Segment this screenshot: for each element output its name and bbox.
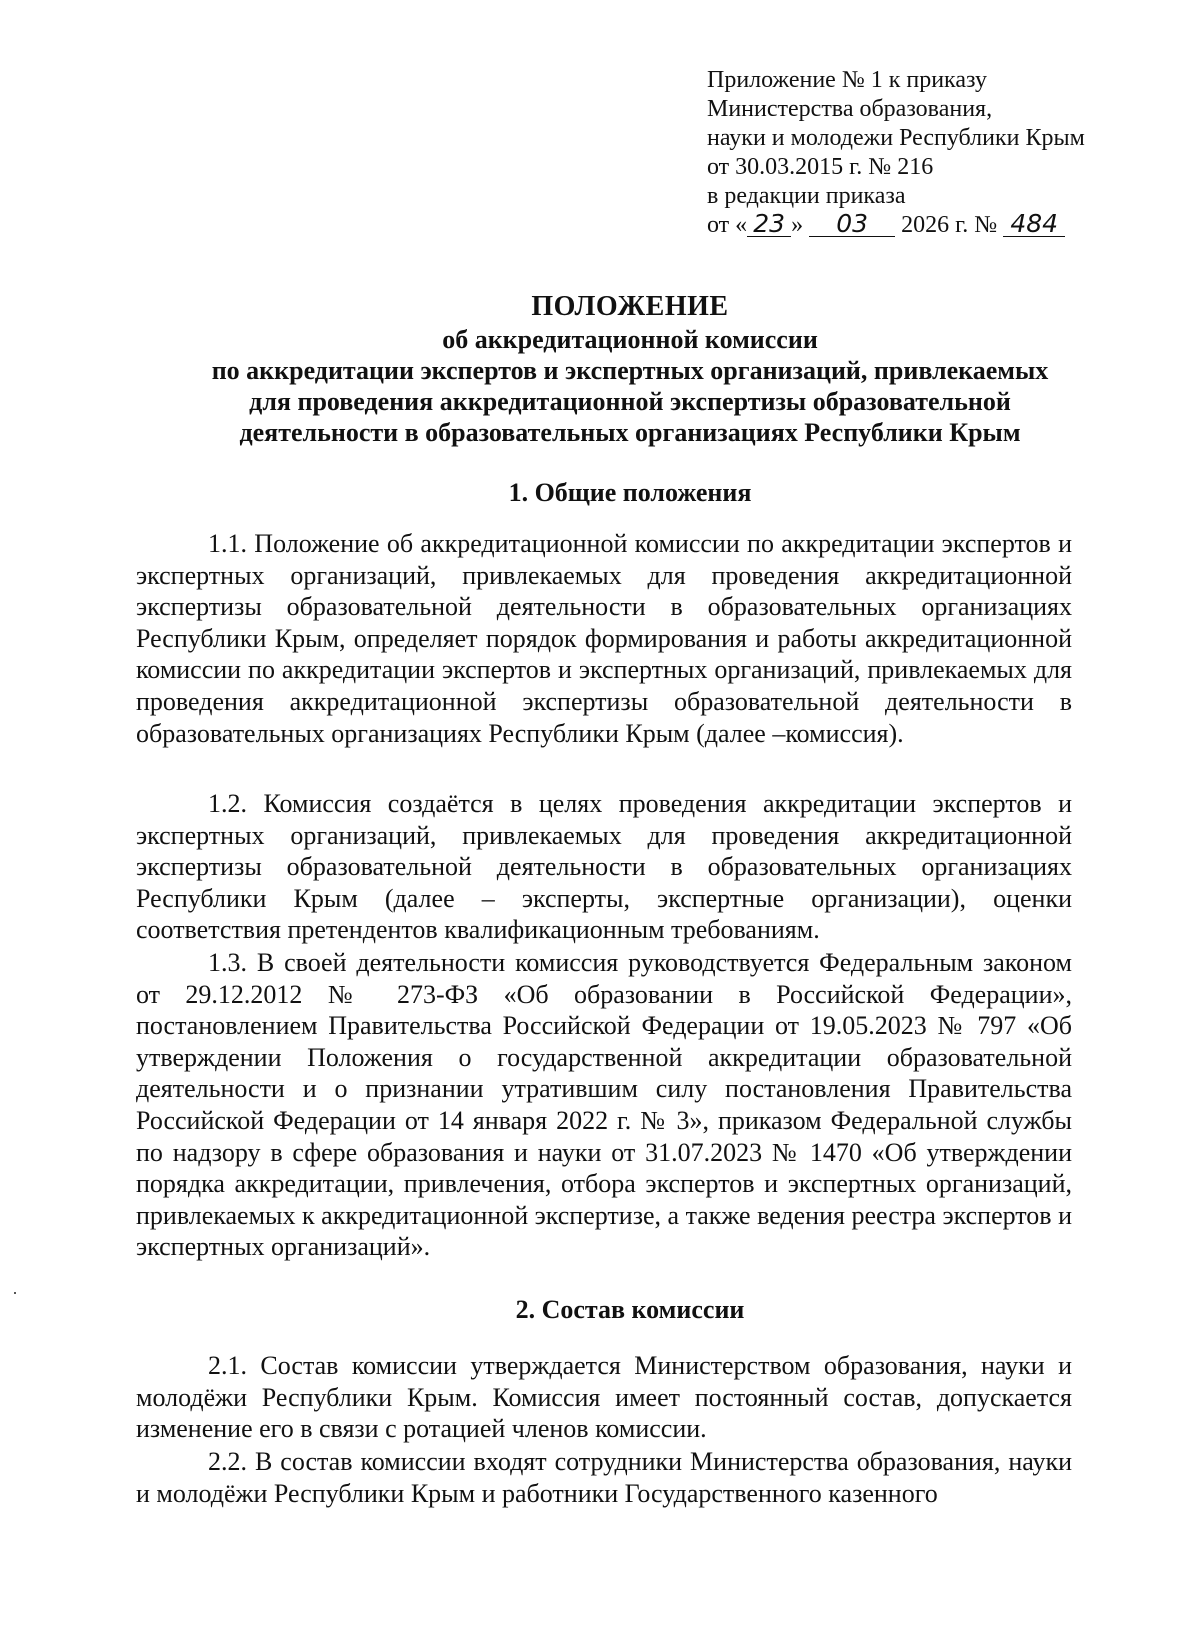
title-main: ПОЛОЖЕНИЕ [531, 291, 729, 322]
appendix-line: науки и молодежи Республики Крым [707, 125, 1085, 151]
paragraph-1-1: 1.1. Положение об аккредитационной комиссии по аккредитации экспертов и экспертных организаций, привлекаемых для проведения аккредитационной экспертизы образовательной деятельности в образовательных организациях Республики Крым, определяет порядок формирования и работы аккредитационной комиссии по аккредитации экспертов и экспертных организаций, привлекаемых для проведения аккредитационной экспертизы образовательной деятельности в образовательных организациях Республики Крым (далее –комиссия). [136, 529, 1072, 748]
handwritten-day: 23 [747, 212, 791, 237]
section-1-heading: 1. Общие положения [508, 478, 752, 507]
appendix-line: от 30.03.2015 г. № 216 [707, 154, 934, 180]
date-prefix: от « [707, 212, 748, 238]
scan-speck [14, 1292, 16, 1294]
section-2-heading: 2. Состав комиссии [515, 1295, 745, 1324]
paragraph-2-1: 2.1. Состав комиссии утверждается Министерством образования, науки и молодёжи Республики Крым. Комиссия имеет постоянный состав, допускается изменение его в связи с ротацией членов комиссии. [136, 1351, 1072, 1444]
appendix-line: Министерства образования, [707, 96, 993, 122]
handwritten-month: 03 [809, 212, 895, 237]
paragraph-1-2: 1.2. Комиссия создаётся в целях проведения аккредитации экспертов и экспертных организаций, привлекаемых для проведения аккредитационной экспертизы образовательной деятельности в образовательных организациях Республики Крым (далее – эксперты, экспертные организации), оценки соответствия претендентов квалификационным требованиям. [136, 789, 1072, 945]
title-line: по аккредитации экспертов и экспертных организаций, привлекаемых [211, 356, 1049, 385]
paragraph-2-2: 2.2. В состав комиссии входят сотрудники Министерства образования, науки и молодёжи Республики Крым и работники Государственного казенного [136, 1447, 1072, 1508]
appendix-header [707, 66, 1107, 240]
amendment-date-line [707, 211, 1107, 240]
appendix-line: Приложение № 1 к приказу [707, 67, 987, 93]
date-year: 2026 г. № [901, 212, 998, 238]
document-title [120, 291, 1140, 448]
title-line: об аккредитационной комиссии [442, 325, 818, 354]
appendix-line: в редакции приказа [707, 183, 906, 209]
title-line: для проведения аккредитационной экспертизы образовательной [249, 387, 1011, 416]
handwritten-order-number: 484 [1003, 212, 1065, 237]
date-mid: » [791, 212, 804, 238]
paragraph-1-3: 1.3. В своей деятельности комиссия руководствуется Федеральным законом от 29.12.2012 № 273-ФЗ «Об образовании в Российской Федерации», постановлением Правительства Российской Федерации от 19.05.2023 № 797 «Об утверждении Положения о государственной аккредитации образовательной деятельности и о признании утратившим силу постановления Правительства Российской Федерации от 14 января 2022 г. № 3», приказом Федеральной службы по надзору в сфере образования и науки от 31.07.2023 № 1470 «Об утверждении порядка аккредитации, привлечения, отбора экспертов и экспертных организаций, привлекаемых к аккредитационной экспертизе, а также ведения реестра экспертов и экспертных организаций». [136, 948, 1072, 1262]
title-line: деятельности в образовательных организациях Республики Крым [239, 418, 1021, 447]
